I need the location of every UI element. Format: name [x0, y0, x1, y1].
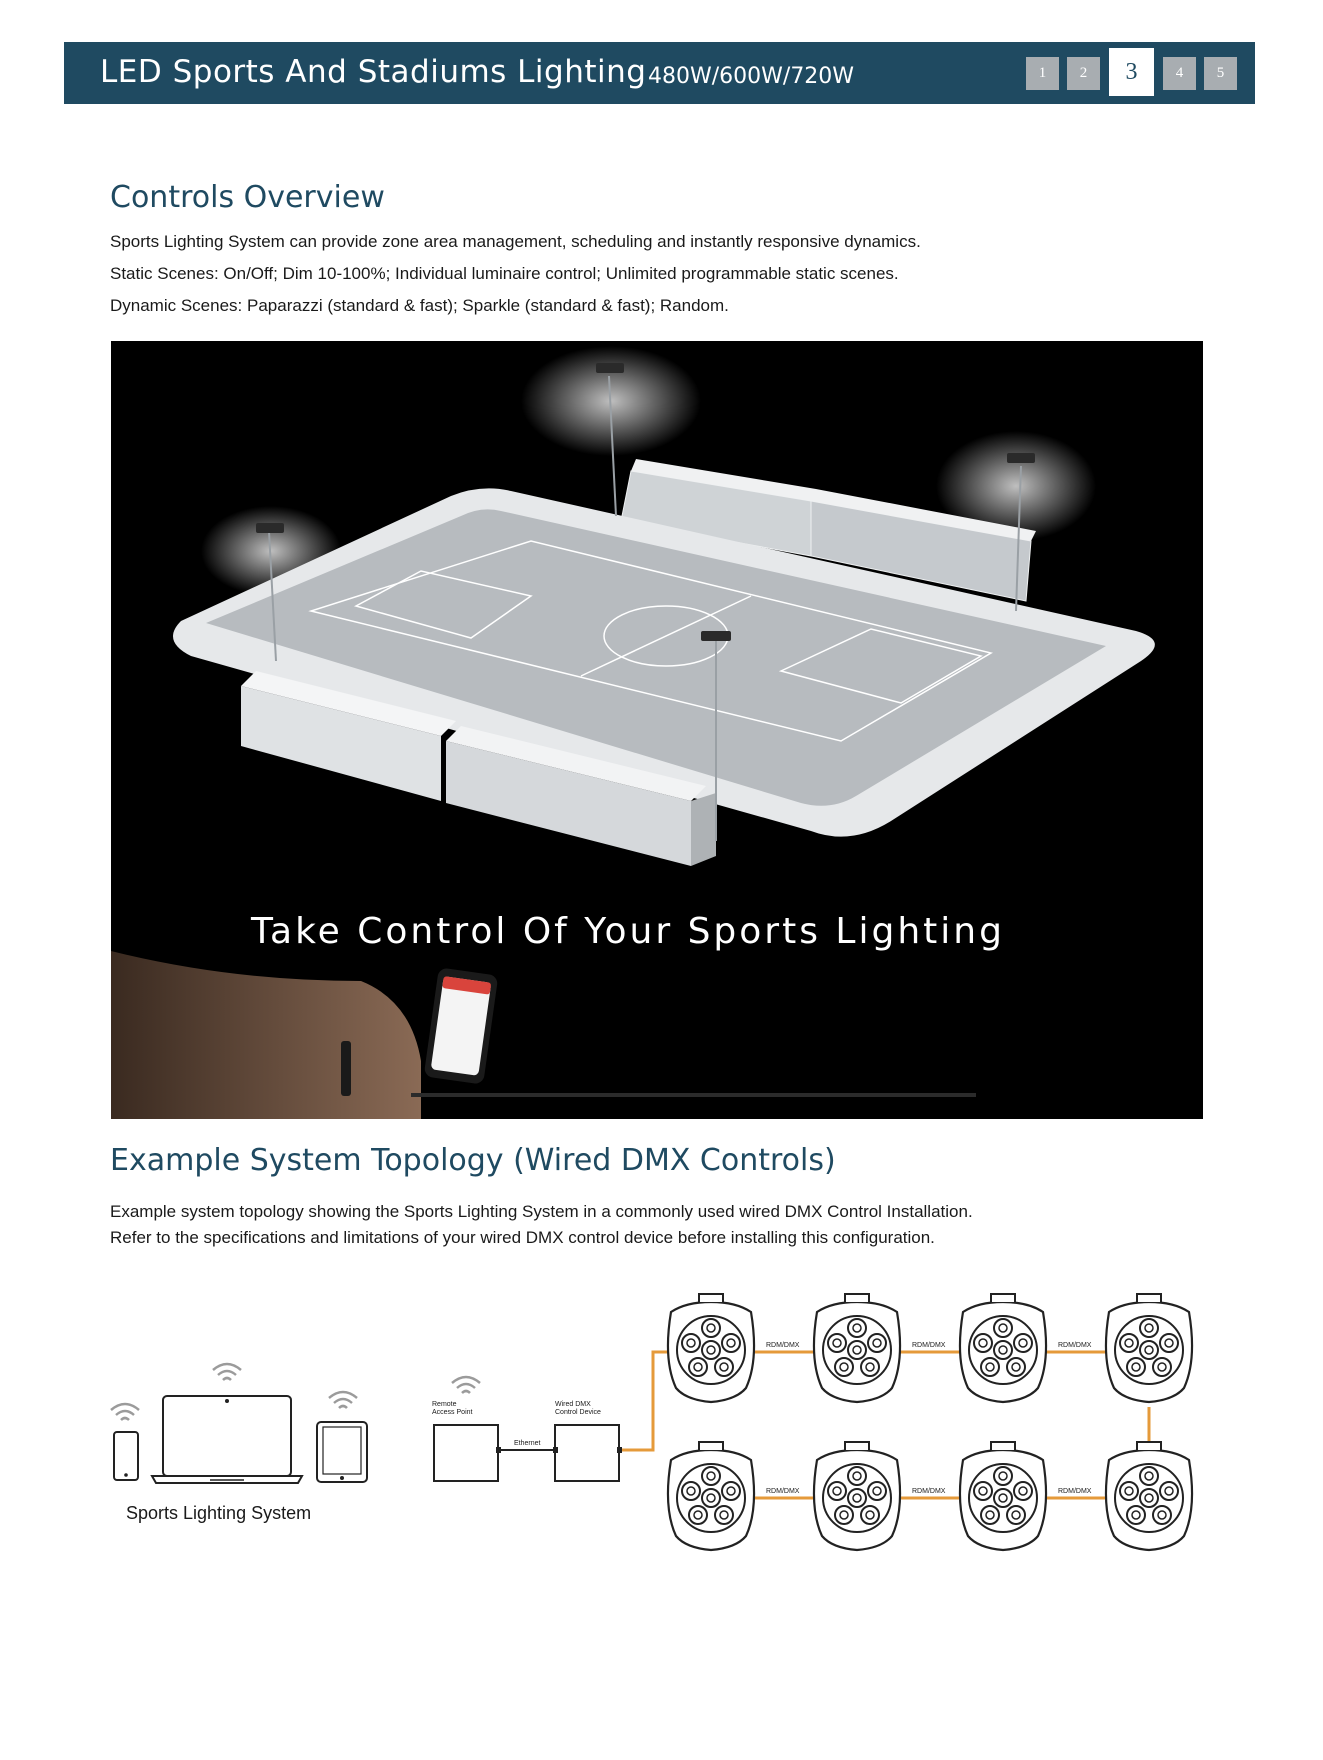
stadium-illustration [111, 341, 1203, 1119]
rdm-dmx-label-top-2: RDM/DMX [912, 1342, 946, 1349]
controls-line-3: Dynamic Scenes: Paparazzi (standard & fast); Sparkle (standard & fast); Random. [110, 296, 729, 315]
wired-dmx-control-device [553, 1425, 622, 1481]
topology-svg [100, 1285, 1220, 1575]
page-nav [1026, 56, 1237, 90]
rdm-dmx-label-bottom-3: RDM/DMX [1058, 1488, 1092, 1495]
fixture-bottom-2 [814, 1442, 900, 1550]
fixture-top-4 [1106, 1294, 1192, 1402]
rdm-dmx-label-bottom-1: RDM/DMX [766, 1488, 800, 1495]
rdm-dmx-label-top-1: RDM/DMX [766, 1342, 800, 1349]
photo-floor-line [411, 1093, 976, 1097]
remote-access-point [434, 1377, 501, 1481]
stadium-photo [111, 341, 1203, 1119]
controls-heading: Controls Overview [110, 180, 385, 215]
rdm-dmx-label-bottom-2: RDM/DMX [912, 1488, 946, 1495]
photo-tagline: Take Control Of Your Sports Lighting [251, 911, 1005, 952]
topology-heading: Example System Topology (Wired DMX Controls) [110, 1143, 836, 1178]
fixture-top-3 [960, 1294, 1046, 1402]
ethernet-label: Ethernet [514, 1440, 541, 1447]
fixture-bottom-1 [668, 1442, 754, 1550]
page-5-link[interactable]: 5 [1204, 57, 1237, 90]
page-3-current[interactable]: 3 [1108, 47, 1155, 97]
header-title: LED Sports And Stadiums Lighting [100, 54, 647, 90]
laptop-icon [152, 1364, 302, 1483]
tablet-icon [317, 1392, 367, 1482]
page-2-link[interactable]: 2 [1067, 57, 1100, 90]
topology-line-2: Refer to the specifications and limitations of your wired DMX control device before installing this configuration. [110, 1228, 935, 1247]
controls-line-2: Static Scenes: On/Off; Dim 10-100%; Individual luminaire control; Unlimited programmable static scenes. [110, 264, 899, 283]
header-bar [64, 42, 1255, 104]
topology-line-1: Example system topology showing the Sports Lighting System in a commonly used wired DMX Control Installation. [110, 1202, 973, 1221]
remote-access-label: Remote Access Point [432, 1401, 473, 1416]
fixture-bottom-4 [1106, 1442, 1192, 1550]
controls-line-1: Sports Lighting System can provide zone area management, scheduling and instantly responsive dynamics. [110, 232, 921, 251]
fixture-top-1 [668, 1294, 754, 1402]
phone-icon [111, 1404, 139, 1480]
dmx-device-label: Wired DMX Control Device [555, 1401, 601, 1416]
fixture-bottom-3 [960, 1442, 1046, 1550]
sports-lighting-system-label: Sports Lighting System [126, 1503, 312, 1523]
page-4-link[interactable]: 4 [1163, 57, 1196, 90]
page-1-link[interactable]: 1 [1026, 57, 1059, 90]
rdm-dmx-label-top-3: RDM/DMX [1058, 1342, 1092, 1349]
fixture-top-2 [814, 1294, 900, 1402]
header-subtitle: 480W/600W/720W [648, 64, 855, 89]
topology-diagram [100, 1285, 1220, 1575]
